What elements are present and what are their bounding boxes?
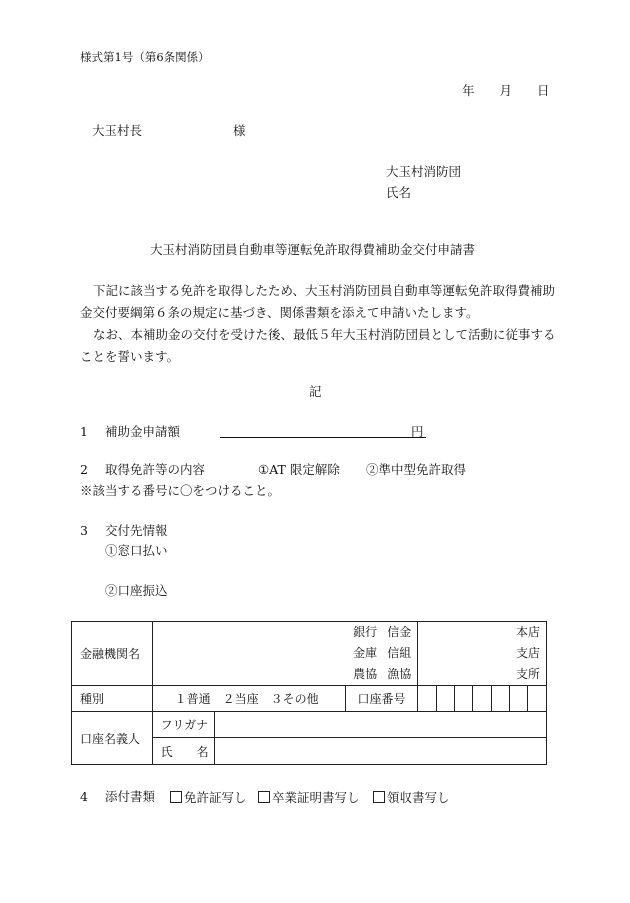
account-number-label-cell xyxy=(345,686,418,712)
branch-sub[interactable]: 支所 xyxy=(515,667,540,681)
doc-receipt-copy[interactable] xyxy=(373,791,450,805)
license-option-at[interactable]: ①AT 限定解除 xyxy=(258,462,340,477)
holder-name-input[interactable] xyxy=(214,738,546,765)
holder-label: 口座名義人 xyxy=(80,731,141,746)
doc-receipt-label: 領収書写し xyxy=(387,790,450,805)
account-digit-3[interactable] xyxy=(454,686,472,712)
amount-input-line[interactable] xyxy=(220,437,426,438)
doc-receipt-checkbox[interactable] xyxy=(373,791,385,803)
applicant-org: 大玉村消防団 xyxy=(386,164,462,179)
item4-label: 添付書類 xyxy=(105,789,156,804)
payment-option-counter[interactable]: ①窓口払い xyxy=(105,543,168,558)
addressee-honorific: 様 xyxy=(233,123,246,138)
ki-heading: 記 xyxy=(309,384,322,399)
item2-number: 2 xyxy=(80,462,88,477)
furigana-input[interactable] xyxy=(214,712,546,738)
account-type-label-cell xyxy=(72,686,153,712)
item1-unit: 円 xyxy=(411,424,424,439)
body-paragraph-1: 下記に該当する免許を取得したため、大玉村消防団員自動車等運転免許取得費補助金交付要綱第６条の規定に基づき、関係書類を添えて申請いたします。 xyxy=(80,283,556,320)
account-digit-6[interactable] xyxy=(510,686,528,712)
item1-number: 1 xyxy=(80,424,88,439)
addressee-name: 大玉村長 xyxy=(92,123,143,138)
account-type-label: 種別 xyxy=(80,692,105,706)
institution-label: 金融機関名 xyxy=(80,647,141,661)
doc-graduation-copy[interactable] xyxy=(258,791,360,805)
institution-type-cell[interactable] xyxy=(152,622,418,686)
account-type-values[interactable]: １普通 ２当座 ３その他 xyxy=(174,692,319,706)
inst-type-kinko[interactable]: 金庫 xyxy=(353,646,378,660)
account-digit-1[interactable] xyxy=(418,686,436,712)
account-digit-4[interactable] xyxy=(473,686,491,712)
furigana-label-cell xyxy=(152,712,214,738)
inst-type-row-3 xyxy=(153,664,418,685)
bank-account-table xyxy=(71,621,547,765)
doc-license-checkbox[interactable] xyxy=(170,791,182,803)
inst-type-shinkin[interactable]: 信金 xyxy=(387,625,412,639)
account-digit-2[interactable] xyxy=(436,686,454,712)
inst-type-bank[interactable]: 銀行 xyxy=(353,625,378,639)
inst-type-gyokyo[interactable]: 漁協 xyxy=(387,667,412,681)
item2-label: 取得免許等の内容 xyxy=(105,462,206,477)
account-type-options[interactable] xyxy=(152,686,345,712)
item2-note: ※該当する番号に〇をつけること。 xyxy=(80,483,281,498)
body-paragraph-2: なお、本補助金の交付を受けた後、最低５年大玉村消防団員として活動に従事することを誓います。 xyxy=(80,327,556,364)
doc-license-copy[interactable] xyxy=(170,791,247,805)
account-number-label: 口座番号 xyxy=(357,692,406,706)
item1-label: 補助金申請額 xyxy=(105,424,181,439)
holder-name-label: 氏 名 xyxy=(160,744,209,759)
holder-name-label-cell xyxy=(152,738,214,765)
item3-number: 3 xyxy=(80,523,88,538)
doc-license-label: 免許証写し xyxy=(184,790,247,805)
doc-graduation-label: 卒業証明書写し xyxy=(272,790,360,805)
institution-label-cell xyxy=(72,622,153,686)
form-number: 様式第1号（第6条関係） xyxy=(80,50,210,64)
doc-graduation-checkbox[interactable] xyxy=(258,791,270,803)
date-line: 年 月 日 xyxy=(462,83,550,98)
inst-type-row-2 xyxy=(153,643,418,664)
holder-label-cell xyxy=(72,712,153,765)
inst-type-row-1 xyxy=(153,622,418,643)
furigana-label: フリガナ xyxy=(160,718,209,732)
branch-cell[interactable] xyxy=(418,622,547,686)
inst-type-nokyo[interactable]: 農協 xyxy=(353,667,378,681)
license-option-semi-medium[interactable]: ②準中型免許取得 xyxy=(366,462,467,477)
account-digit-5[interactable] xyxy=(491,686,509,712)
account-digit-7[interactable] xyxy=(528,686,547,712)
payment-option-transfer[interactable]: ②口座振込 xyxy=(105,583,168,598)
item4-number: 4 xyxy=(80,789,88,804)
branch-main[interactable]: 本店 xyxy=(515,625,540,639)
branch-branch[interactable]: 支店 xyxy=(515,646,540,660)
item3-label: 交付先情報 xyxy=(105,523,168,538)
applicant-name-label: 氏名 xyxy=(386,185,412,200)
inst-type-shinkumi[interactable]: 信組 xyxy=(387,646,412,660)
form-title: 大玉村消防団員自動車等運転免許取得費補助金交付申請書 xyxy=(150,242,476,257)
